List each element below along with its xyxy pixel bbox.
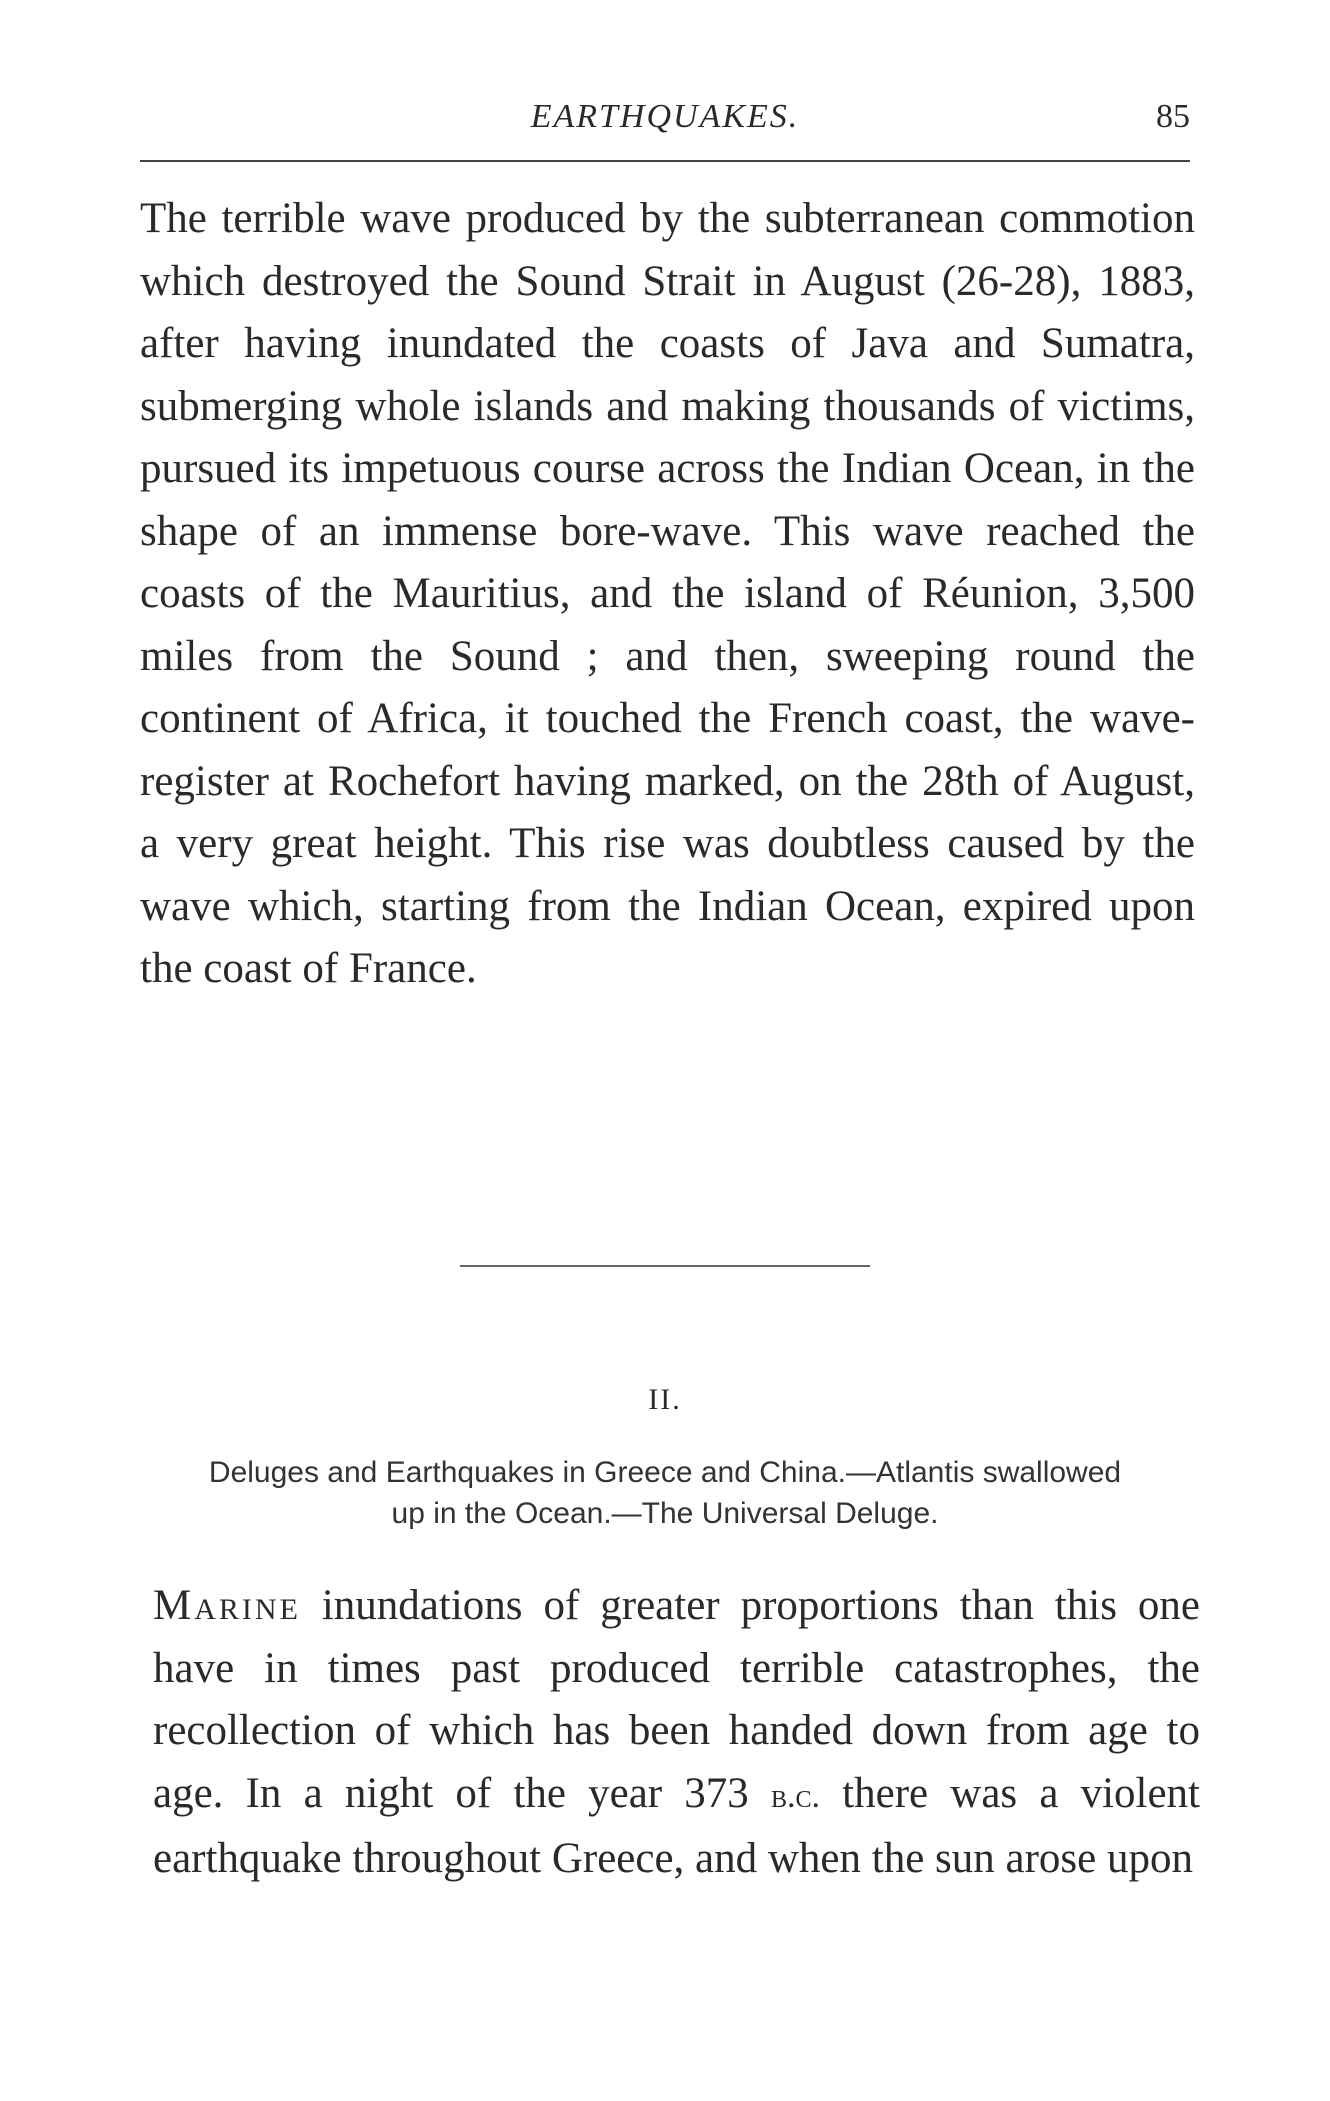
era-abbreviation: b.c. <box>770 1777 820 1815</box>
running-head <box>140 92 1190 142</box>
section-summary: Deluges and Earthquakes in Greece and China.—Atlantis swallowed up in the Ocean.—The Universal Deluge. <box>208 1456 1122 1530</box>
page-number: 85 <box>1156 98 1190 135</box>
header-rule <box>140 160 1190 162</box>
section-numeral: II. <box>648 1383 682 1416</box>
running-title: EARTHQUAKES. <box>530 98 800 135</box>
paragraph-2-lead-word: Marine <box>153 1582 301 1629</box>
paragraph-1: The terrible wave produced by the subterranean commotion which destroyed the Sound Strait in August (26-28), 1883, after having inundated the coasts of Java and Sumatra, submerging whole islands and making thousands of victims, pursued its impetuous course across the Indian Ocean, in the shape of an immense bore-wave. This wave reached the coasts of the Mauritius, and the island of Réunion, 3,500 miles from the Sound ; and then, sweeping round the continent of Africa, it touched the French coast, the wave-register at Rochefort having marked, on the 28th of August, a very great height. This rise was doubtless caused by the wave which, starting from the Indian Ocean, expired upon the coast of France. <box>140 195 1195 992</box>
paragraph-2 <box>153 1575 1200 1891</box>
section-divider <box>460 1265 870 1267</box>
paragraph-2-text-part1: inundations of greater proportions than this one have in times past produced terrible catastrophes, the recollection of which has been handed down from age to age. In a night of the year 373 <box>153 1582 1200 1817</box>
paragraph-2-text-part2: there was a violent earthquake throughout Greece, and when the sun arose upon <box>153 1769 1201 1882</box>
